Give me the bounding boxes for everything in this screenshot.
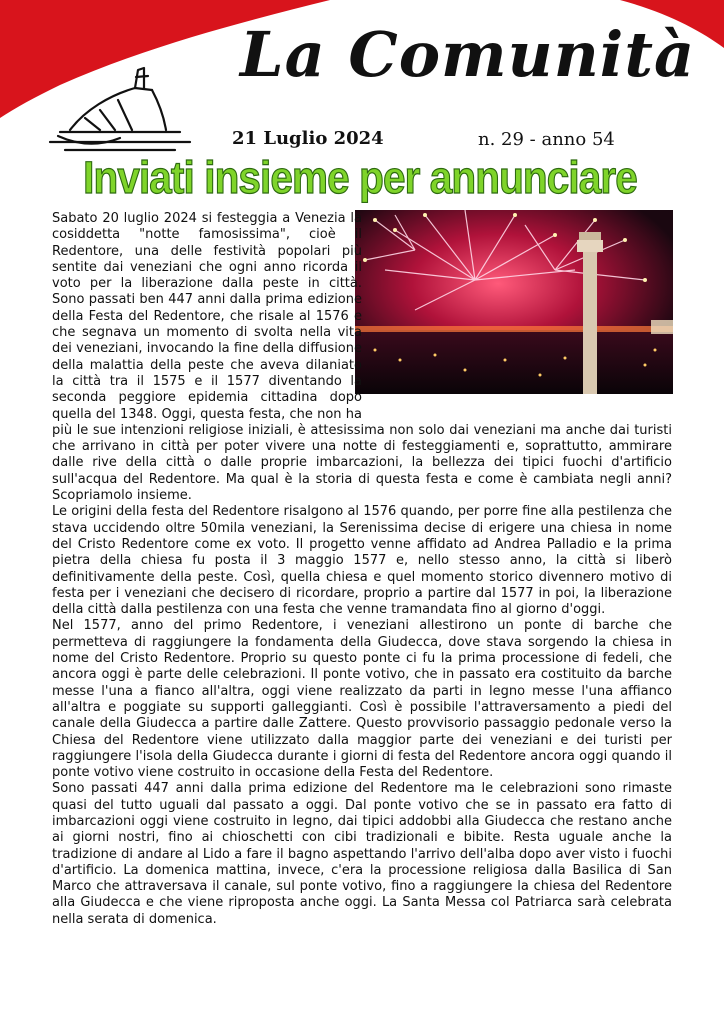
article-paragraph: Sono passati 447 anni dalla prima edizione del Redentore ma le celebrazioni sono rimaste quasi del tutto uguali dal passato a oggi. Dal ponte votivo che se in passato era fatto di imbarcazioni oggi viene costruito in legno, dai tipici addobbi alla Giudecca che restano anche ai giorni nostri, fino ai chioschetti con cibi tradizionali e bibite. Resta uguale anche la tradizione di andare al Lido a fare il bagno aspettando l'arrivo dell'alba dopo aver visto i fuochi d'artificio. La domenica mattina, invece, c'era la processione religiosa dalla Basilica di San Marco che attraversava il canale, sul ponte votivo, fino a raggiungere la chiesa del Redentore alla Giudecca e che viene riproposta anche oggi. La Santa Messa col Patriarca sarà celebrata nella serata di domenica. — [52, 781, 672, 927]
article-paragraph: Le origini della festa del Redentore risalgono al 1576 quando, per porre fine alla pestilenza che stava uccidendo oltre 50mila veneziani, la Serenissima decise di erigere una chiesa in nome del Cristo Redentore come ex voto. Il progetto venne affidato ad Andrea Palladio e la prima pietra della chiesa fu posta il 3 maggio 1577 e, nello stesso anno, la città si liberò definitivamente della peste. Così, quella chiesa e quel momento storico divennero motivo di festa per i veneziani che decisero di ricordare, proprio a partire dal 1577 in poi, la liberazione della città dalla pestilenza con una festa che venne tramandata fino al giorno d'oggi. — [52, 504, 672, 618]
headline: Inviati insieme per annunciare — [83, 152, 637, 203]
issue-number: n. 29 - anno 54 — [478, 129, 615, 150]
photo-spacer — [362, 211, 672, 407]
article-paragraph: Sabato 20 luglio 2024 si festeggia a Venezia la cosiddetta "notte famosissima", cioè il Redentore, una delle festività popolari più sentite dai veneziani che ogni anno ricorda il voto per la liberazione dalla peste in città. Sono passati ben 447 anni dalla prima edizione della Festa del Redentore, che risale al 1576 e che segnava un momento di svolta nella vita dei veneziani, invocando la fine della diffusione della malattia della peste che aveva dilaniato la città tra il 1575 e il 1577 diventando la seconda peggiore epidemia cittadina dopo quella del 1348. Oggi, questa festa, che non ha più le sue intenzioni religiose iniziali, è attesissima non solo dai veneziani ma anche dai turisti che arrivano in città per poter vivere una notte di festeggiamenti e, soprattutto, ammirare dalle rive della città o dalle proprie imbarcazioni, la bellezza dei tipici fuochi d'artificio sull'acqua del Redentore. Ma qual è la storia di questa festa e come è cambiata negli anni? Scopriamolo insieme. — [52, 211, 672, 504]
issue-date: 21 Luglio 2024 — [232, 128, 384, 149]
article-paragraph: Nel 1577, anno del primo Redentore, i veneziani allestirono un ponte di barche che permetteva di raggiungere la fondamenta della Giudecca, dove stava sorgendo la chiesa in nome del Cristo Redentore. Proprio su questo ponte ci fu la prima processione di fedeli, che ancora oggi è parte delle celebrazioni. Il ponte votivo, che in passato era costituito da barche messe l'una a fianco all'altra, oggi viene realizzato da parti in legno messe l'una affianco all'altra e poggiate su supporti galleggianti. Così è possibile l'attraversamento a piedi del canale della Giudecca a partire dalle Zattere. Questo provvisorio passaggio pedonale verso la Chiesa del Redentore viene utilizzato dalla maggior parte dei veneziani e dei turisti per raggiungere l'isola della Giudecca durante i giorni di festa del Redentore ancora oggi quando il ponte votivo viene costruito in occasione della Festa del Redentore. — [52, 618, 672, 781]
church-logo-icon — [40, 60, 200, 160]
article-body — [52, 211, 672, 928]
masthead-title: La Comunità — [240, 18, 696, 91]
